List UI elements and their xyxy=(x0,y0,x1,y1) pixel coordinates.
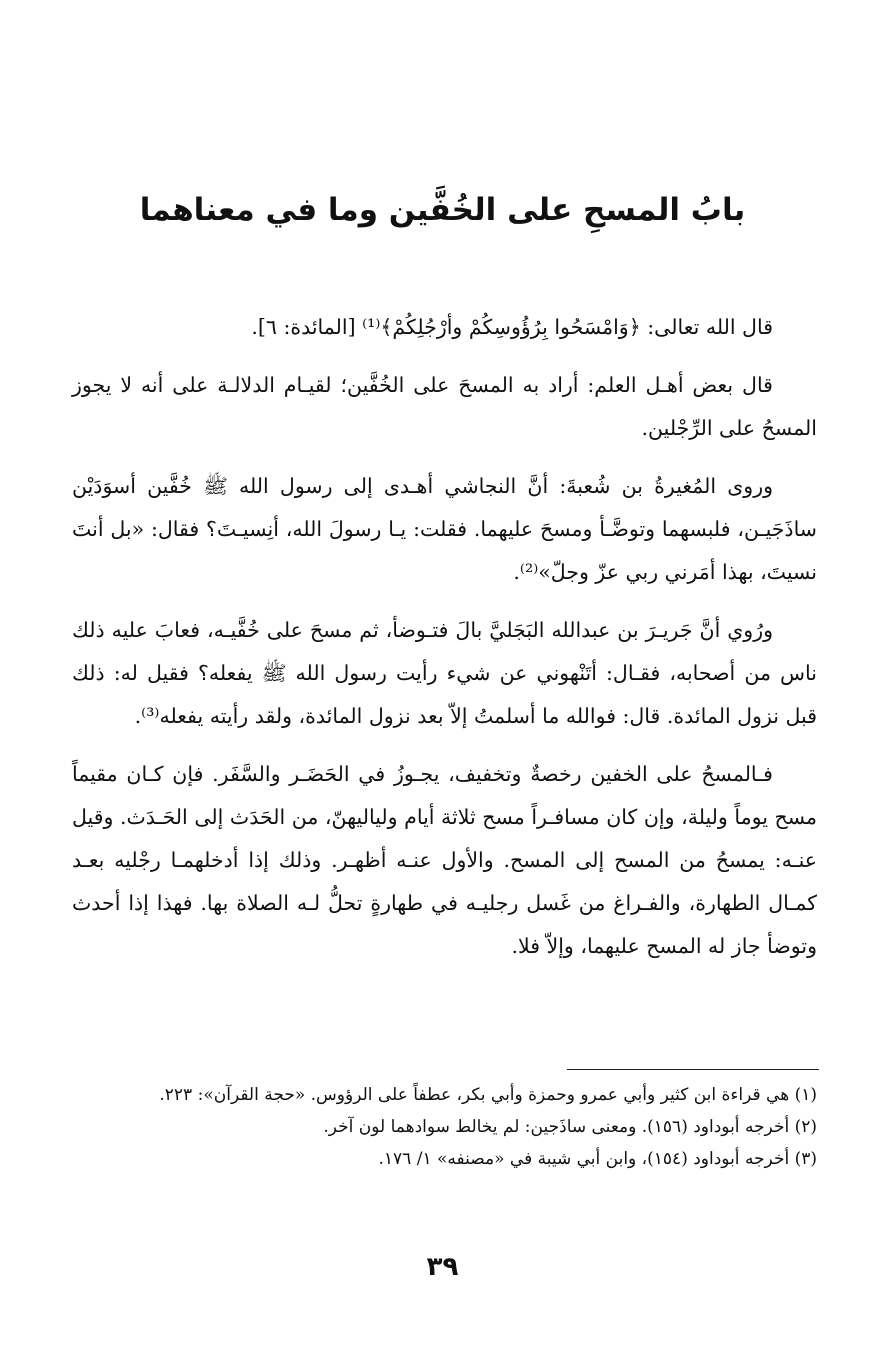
footnote-2: (٢) أخرجه أبوداود (١٥٦). ومعنى ساذَجين: لم يخالط سوادهما لون آخر. xyxy=(323,1117,817,1137)
paragraph-quran-verse: قال الله تعالى: ﴿وَامْسَحُوا بِرُؤُوسِكُمْ وأرْجُلِكُمْ﴾⁽¹⁾ [المائدة: ٦]. xyxy=(251,315,773,339)
paragraph-mughira-hadith: وروى المُغيرةُ بن شُعبةَ: أنَّ النجاشي أهـدى إلى رسول الله ﷺ خُفَّين أسوَدَيْن ساذَجَيـن، فلبسهما وتوضَّـأ ومسحَ عليهما. فقلت: يـا رسولَ الله، أنِسيـتَ؟ فقال: «بل أنتَ نسيتَ، بهذا أمَرني ربي عزّ وجلّ»⁽²⁾. xyxy=(72,474,817,584)
paragraph-ruling: فـالمسحُ على الخفين رخصةٌ وتخفيف، يجـوزُ في الحَضَـر والسَّفَر. فإن كـان مقيماً مسح يوماً وليلة، وإن كان مسافـراً مسح ثلاثة أيام ولياليهنّ، من الحَدَث إلى الحَـدَث. وقيل عنـه: يمسحُ من المسح إلى المسح. والأول عنـه أظهـر. وذلك إذا أدخلهمـا رجْليه بعـد كمـال الطهارة، والفـراغ من غَسل رجليـه في طهارةٍ تحلُّ لـه الصلاة بها. فهذا إذا أحدث وتوضأ جاز له المسح عليهما، وإلاّ فلا. xyxy=(72,762,817,958)
footnotes xyxy=(72,1080,817,1176)
page-number: ٣٩ xyxy=(426,1252,459,1282)
paragraph-jarir-hadith: ورُوي أنَّ جَريـرَ بن عبدالله البَجَليَّ بالَ فتـوضأ، ثم مسحَ على خُفَّيـه، فعابَ عليه ذلك ناس من أصحابه، فقـال: أتَنْهوني عن شيء رأيت رسول الله ﷺ يفعله؟ فقيل له: ذلك قبل نزول المائدة. قال: فوالله ما أسلمتُ إلاّ بعد نزول المائدة، ولقد رأيته يفعله⁽³⁾. xyxy=(72,618,817,728)
footnote-1: (١) هي قراءة ابن كثير وأبي عمرو وحمزة وأبي بكر، عطفاً على الرؤوس. «حجة القرآن»: ٢٢٣. xyxy=(159,1085,817,1105)
main-text xyxy=(72,306,817,983)
chapter-title: بابُ المسحِ على الخُفَّين وما في معناهما xyxy=(139,192,746,228)
footnote-separator xyxy=(567,1069,819,1070)
paragraph-scholars-opinion: قال بعض أهـل العلم: أراد به المسحَ على الخُفَّين؛ لقيـام الدلالـة على أنه لا يجوز المسحُ على الرِّجْلين. xyxy=(72,373,817,440)
footnote-3: (٣) أخرجه أبوداود (١٥٤)، وابن أبي شيبة في «مصنفه» ١/ ١٧٦. xyxy=(378,1149,817,1169)
